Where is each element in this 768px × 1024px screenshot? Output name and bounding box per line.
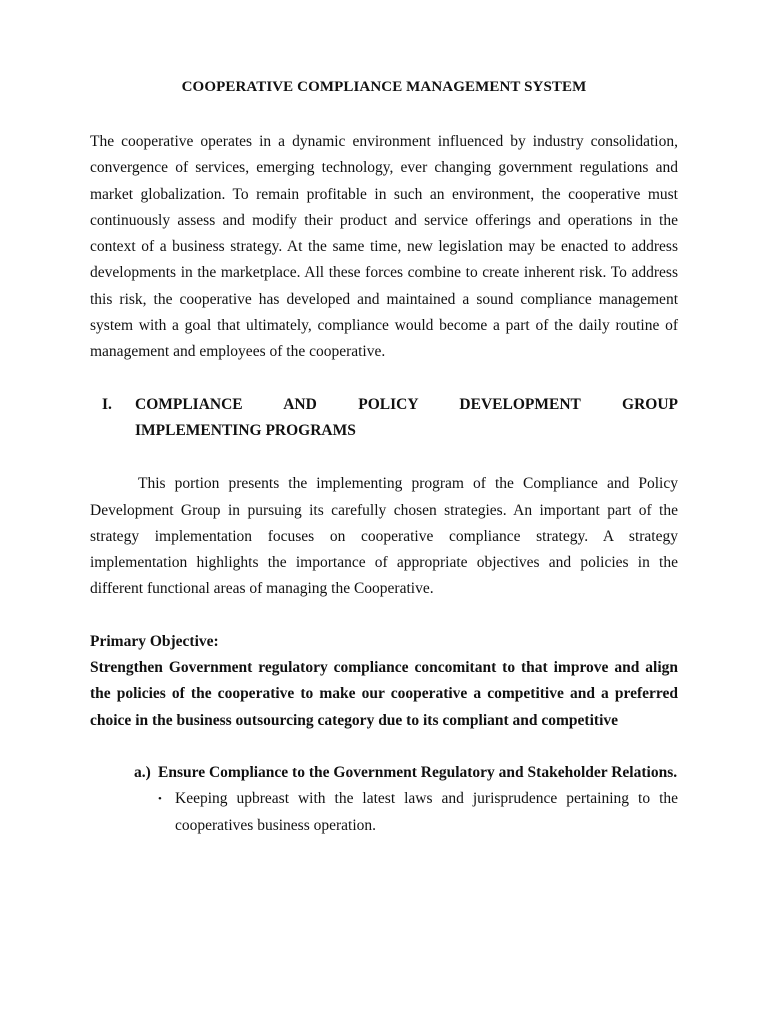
- section-paragraph: This portion presents the implementing program of the Compliance and Policy Development Group in pursuing its carefully chosen strategies. An important part of the strategy implementation focuses on cooperative compliance strategy. A strategy implementation highlights the importance of appropriate objectives and policies in the different functional areas of managing the Cooperative.: [90, 475, 678, 598]
- section-heading: [90, 392, 678, 445]
- bullet-item: [90, 786, 678, 839]
- section-number: I.: [102, 395, 112, 413]
- document-page: [90, 76, 678, 839]
- sub-item-marker: a.): [134, 763, 151, 781]
- sub-item-a: [90, 760, 678, 786]
- document-title: COOPERATIVE COMPLIANCE MANAGEMENT SYSTEM: [181, 79, 587, 95]
- section-heading-line-1: COMPLIANCE AND POLICY DEVELOPMENT GROUP: [135, 395, 678, 413]
- section-heading-line-2: IMPLEMENTING PROGRAMS: [135, 421, 356, 439]
- bullet-dot-icon: •: [158, 793, 162, 806]
- bullet-text: Keeping upbreast with the latest laws and jurisprudence pertaining to the cooperatives business operation.: [175, 790, 678, 834]
- sub-item-text: Ensure Compliance to the Government Regulatory and Stakeholder Relations.: [158, 763, 678, 781]
- section-heading-text: [135, 392, 678, 445]
- primary-objective-label: Primary Objective:: [90, 632, 219, 650]
- intro-paragraph: The cooperative operates in a dynamic environment influenced by industry consolidation, convergence of services, emerging technology, ever changing government regulations and market globalization. To remain profitable in such an environment, the cooperative must continuously assess and modify their product and service offerings and operations in the context of a business strategy. At the same time, new legislation may be enacted to address developments in the marketplace. All these forces combine to create inherent risk. To address this risk, the cooperative has developed and maintained a sound compliance management system with a goal that ultimately, compliance would become a part of the daily routine of management and employees of the cooperative.: [90, 133, 678, 361]
- primary-objective-text: Strengthen Government regulatory compliance concomitant to that improve and align the policies of the cooperative to make our cooperative a competitive and a preferred choice in the business outsourcing category due to its compliant and competitive: [90, 659, 678, 729]
